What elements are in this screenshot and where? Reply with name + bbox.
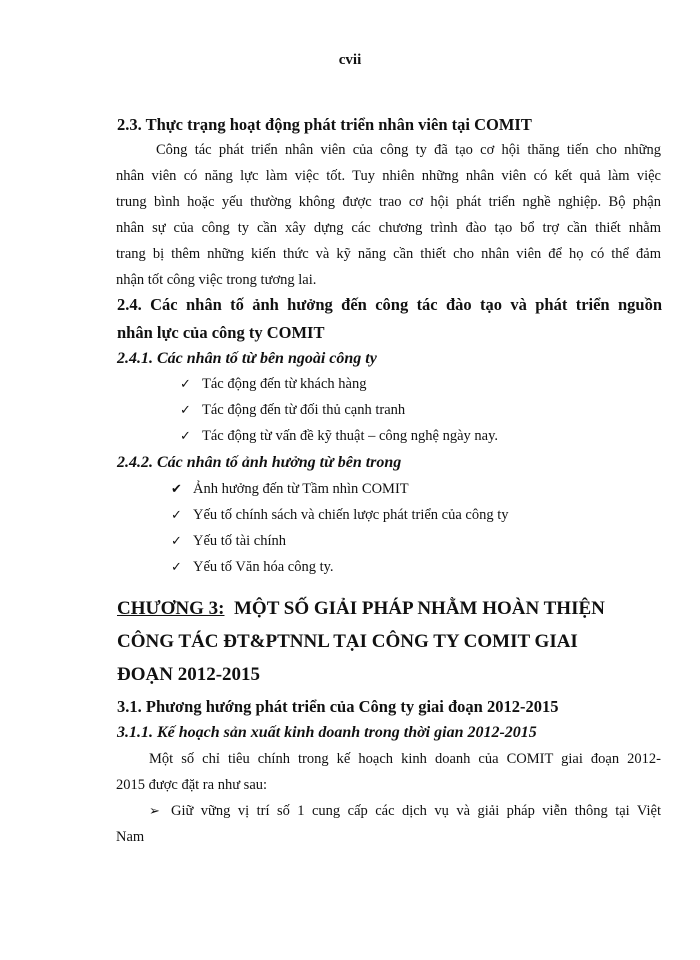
section-2-4-1-heading: 2.4.1. Các nhân tố từ bên ngoài công ty	[117, 350, 377, 367]
list-item-text: Yếu tố Văn hóa công ty.	[193, 559, 334, 575]
checkmark-icon: ✓	[180, 376, 191, 391]
list-item-text: Tác động đến từ khách hàng	[202, 376, 367, 392]
checkmark-icon: ✓	[180, 402, 191, 417]
section-2-3-heading: 2.3. Thực trạng hoạt động phát triển nhân viên tại COMIT	[117, 115, 532, 134]
paragraph-line: nhân sự của công ty cần xây dựng các chương trình đào tạo bổ trợ cần thiết nhằm	[116, 220, 661, 236]
paragraph-line: Một số chỉ tiêu chính trong kế hoạch kinh doanh của COMIT giai đoạn 2012-	[149, 751, 661, 767]
paragraph-line: Công tác phát triển nhân viên của công ty đã tạo cơ hội thăng tiến cho những	[156, 142, 661, 158]
section-3-1-heading: 3.1. Phương hướng phát triển của Công ty giai đoạn 2012-2015	[117, 697, 559, 716]
list-item-text: Yếu tố chính sách và chiến lược phát triển của công ty	[193, 507, 509, 523]
section-2-3-paragraph	[116, 137, 661, 293]
chapter-title: MỘT SỐ GIẢI PHÁP NHẰM HOÀN THIỆN	[233, 598, 605, 619]
list-item	[180, 402, 405, 419]
bullet-text: Giữ vững vị trí số 1 cung cấp các dịch vụ và giải pháp viễn thông tại Việt	[171, 803, 661, 819]
section-2-4-2-heading: 2.4.2. Các nhân tố ảnh hưởng từ bên trong	[117, 454, 402, 471]
list-item	[180, 376, 366, 393]
bullet-line	[116, 798, 661, 824]
list-item	[171, 481, 409, 498]
page-number: cvii	[338, 52, 362, 68]
list-item-text: Tác động từ vấn đề kỹ thuật – công nghệ ngày nay.	[202, 428, 499, 444]
paragraph-line: 2015 được đặt ra như sau:	[116, 777, 268, 793]
paragraph-line: nhân viên có năng lực làm việc tốt. Tuy nhiên những nhân viên có kết quả làm việc	[116, 168, 661, 184]
list-item-text: Tác động đến từ đối thủ cạnh tranh	[202, 402, 406, 418]
section-3-1-1-heading: 3.1.1. Kế hoạch sản xuất kinh doanh trong thời gian 2012-2015	[117, 724, 537, 741]
checkmark-icon: ✓	[171, 559, 182, 574]
list-item	[171, 507, 509, 524]
chapter-3-title-line2: CÔNG TÁC ĐT&PTNNL TẠI CÔNG TY COMIT GIAI	[117, 631, 578, 652]
section-3-1-1-paragraph	[116, 746, 661, 798]
chapter-label: CHƯƠNG 3:	[117, 598, 225, 619]
paragraph-line: nhận tốt công việc trong tương lai.	[116, 272, 317, 288]
heading-line: 2.4. Các nhân tố ảnh hưởng đến công tác đào tạo và phát triển nguồn	[117, 295, 662, 314]
chapter-3-title-line1	[117, 598, 605, 620]
checkmark-bold-icon: ✔	[171, 481, 182, 496]
chapter-3-title-line3: ĐOẠN 2012-2015	[117, 664, 261, 685]
paragraph-line: trang bị thêm những kiến thức và kỹ năng cần thiết cho nhân viên để họ có thể đảm	[116, 246, 661, 262]
checkmark-icon: ✓	[171, 507, 182, 522]
section-2-4-heading-cont: nhân lực của công ty COMIT	[117, 323, 325, 342]
list-item	[171, 559, 334, 576]
paragraph-line: trung bình hoặc yếu thường không được trao cơ hội phát triển nghề nghiệp. Bộ phận	[116, 194, 661, 210]
bullet-line: Nam	[116, 829, 145, 845]
section-2-4-heading	[117, 295, 662, 315]
list-item	[180, 428, 498, 445]
list-item-text: Yếu tố tài chính	[193, 533, 287, 549]
list-item	[171, 533, 286, 550]
bullet-item	[116, 798, 661, 850]
checkmark-icon: ✓	[171, 533, 182, 548]
checkmark-icon: ✓	[180, 428, 191, 443]
arrow-bullet-icon: ➢	[149, 803, 160, 818]
list-item-text: Ảnh hưởng đến từ Tầm nhìn COMIT	[193, 481, 409, 497]
